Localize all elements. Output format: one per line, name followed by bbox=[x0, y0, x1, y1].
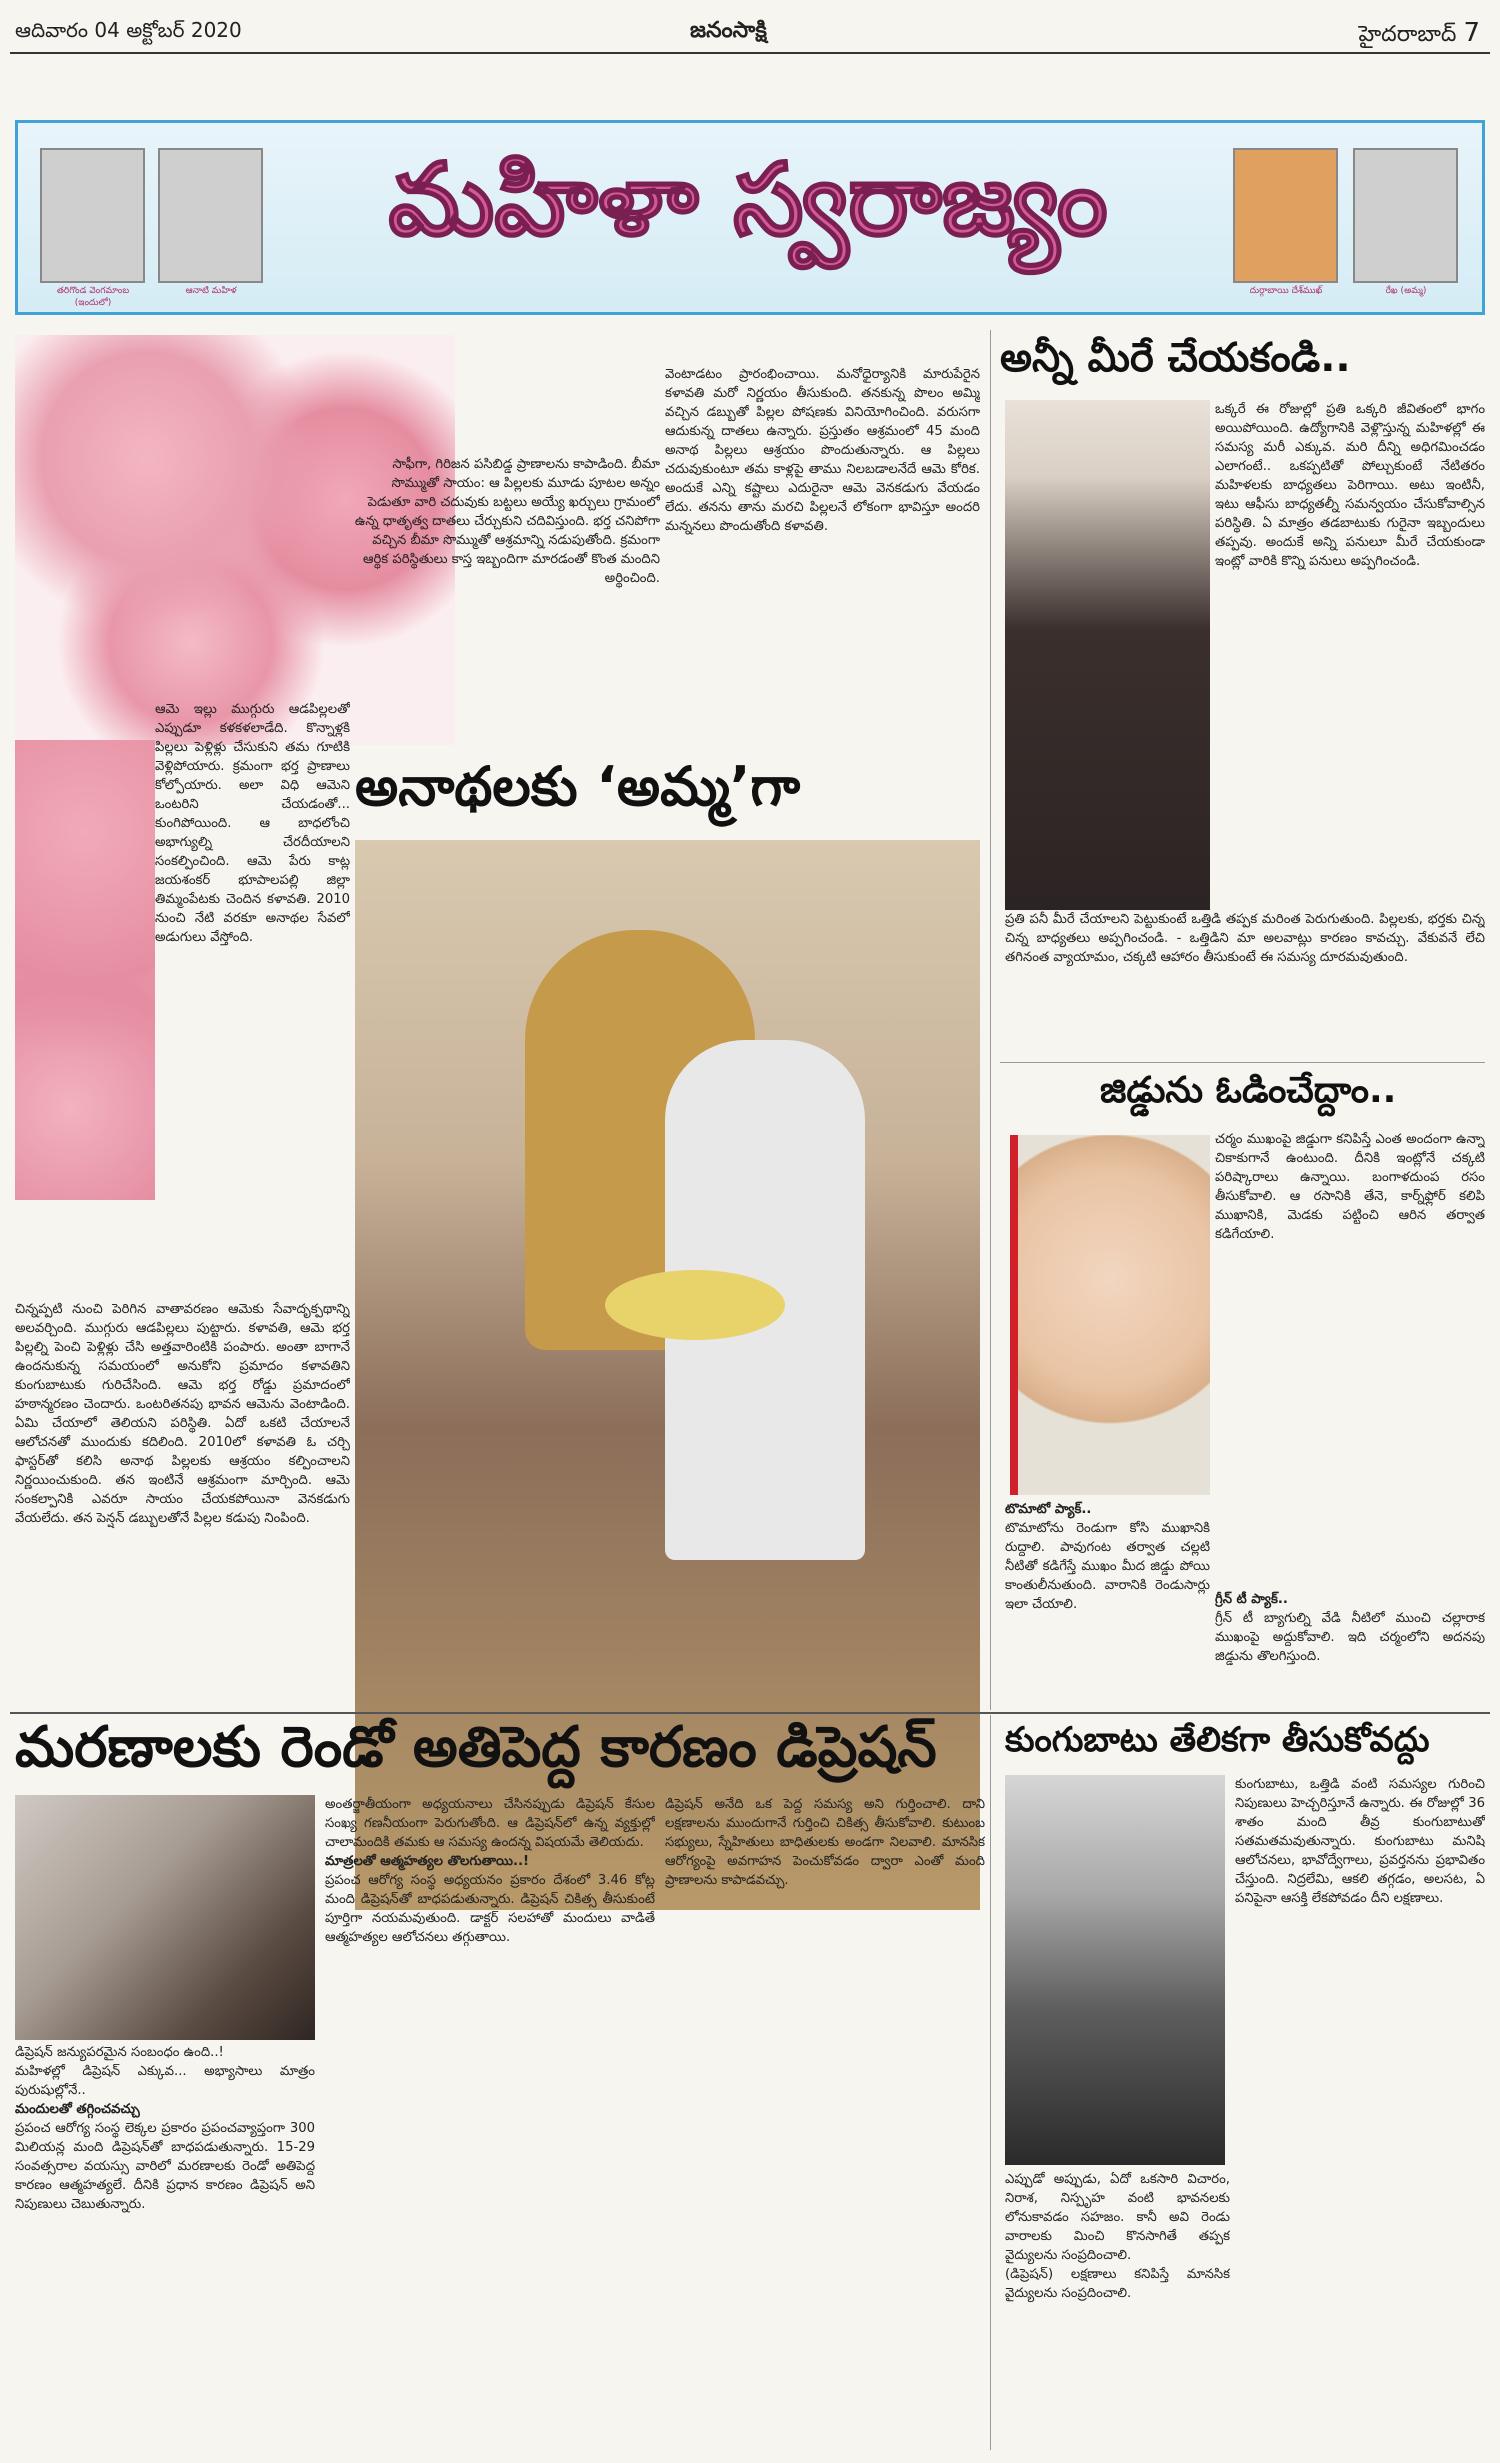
story3-text-3 bbox=[1215, 1590, 1485, 1710]
portrait-caption: తరిగొండ వెంగమాంబ (ఇందులో) bbox=[56, 286, 130, 308]
story4-column-1 bbox=[15, 2043, 315, 2443]
story5-text-1: కుంగుబాటు, ఒత్తిడి వంటి సమస్యల గురించి నిపుణులు హెచ్చరిస్తూనే ఉన్నారు. ఈ రోజుల్లో 36 శాతం మంది తీవ్ర కుంగుబాటుతో సతమతమవుతున్నారు. కుంగుబాటు మనిషి ఆలోచనలు, భావోద్వేగాలు, ప్రవర్తనను ప్రభావితం చేస్తుంది. నిద్రలేమి, ఆకలి తగ్గడం, అలసట, ఏ పనిపైనా ఆసక్తి లేకపోవడం దీని లక్షణాలు. bbox=[1235, 1777, 1485, 1906]
portrait-4 bbox=[1353, 148, 1458, 283]
story1-column-1: ఆమె ఇల్లు ముగ్గురు ఆడపిల్లలతో ఎప్పుడూ కళకళలాడేది. కొన్నాళ్లకి పిల్లలు పెళ్లిళ్లు చేసుకుని తమ గూటికి వెళ్లిపోయారు. క్రమంగా భర్త ప్రాణాలు కోల్పోయారు. అలా విధి ఆమెని ఒంటరిని చేయడంతో... కుంగిపోయింది. ఆ బాధలోంచి అభాగ్యుల్ని చేరదీయాలని సంకల్పించింది. ఆమె పేరు కాట్ల జయశంకర్ భూపాలపల్లి జిల్లా తిమ్మంపేటకు చెందిన కళావతి. 2010 నుంచి నేటి వరకూ అనాథల సేవలో అడుగులు వేస్తోంది. bbox=[155, 702, 350, 945]
city: హైదరాబాద్ bbox=[1358, 22, 1457, 47]
portrait-caption: ఆనాటి మహిళ bbox=[185, 286, 237, 296]
story4-paragraph: అంతర్జాతీయంగా అధ్యయనాలు చేసినప్పుడు డిప్రెషన్ కేసుల సంఖ్య గణనీయంగా పెరుగుతోంది. ఆ డిప్రెషన్‌లో ఉన్న వ్యక్తుల్లో చాలామందికి తమకు ఆ సమస్య ఉందన్న విషయమే తెలియదు. bbox=[325, 1797, 655, 1850]
story4-photo bbox=[15, 1795, 315, 2040]
story1-column-1b: చిన్నప్పటి నుంచి పెరిగిన వాతావరణం ఆమెకు సేవాదృక్పథాన్ని అలవర్చింది. ముగ్గురు ఆడపిల్లలు పుట్టారు. కళావతి, ఆమె భర్త పిల్లల్ని పెంచి పెళ్లిళ్లు చేసి అత్తవారింటికి పంపారు. అంతా బాగానే ఉందనుకున్న సమయంలో అనుకోని ప్రమాదం కళావతిని కుంగుబాటుకు గురిచేసింది. ఆమె భర్త రోడ్డు ప్రమాదంలో హఠాన్మరణం చెందారు. ఒంటరితనపు భావన ఆమెను వెంటాడింది. ఏమి చేయాలో తెలియని పరిస్థితి. ఏదో ఒకటి చేయాలనే ఆలోచనతో ముందుకు కదిలింది. 2010లో కళావతి ఓ చర్చి ఫాస్టర్‌తో కలిసి అనాథ పిల్లలకు ఆశ్రయం కల్పించాలని నిర్ణయించుకుంది. తన ఇంటినే ఆశ్రమంగా మార్చింది. ఆమె సంకల్పానికి ఎవరూ సాయం చేయకపోయినా వెనకడుగు వేయలేదు. తన పెన్షన్ డబ్బులతోనే పిల్లల కడుపు నింపింది. bbox=[15, 1302, 350, 1526]
banner-title: మహిళా స్వరాజ్యం bbox=[388, 141, 1108, 258]
section-rule bbox=[10, 1712, 1490, 1714]
story2-photo bbox=[1005, 400, 1210, 910]
issue-date: ఆదివారం 04 అక్టోబర్ 2020 bbox=[15, 18, 242, 42]
story2-text-2: ప్రతి పనీ మీరే చేయాలని పెట్టుకుంటే ఒత్తిడి తప్పక మరింత పెరుగుతుంది. పిల్లలకు, భర్తకు చిన్న చిన్న బాధ్యతలు అప్పగించండి. - ఒత్తిడిని మా అలవాట్లు కారణం కావచ్చు. వేకువనే లేచి తగినంత వ్యాయామం, చక్కటి ఆహారం తీసుకుంటే ఈ సమస్య దూరమవుతుంది. bbox=[1005, 912, 1485, 965]
roses-illustration-lower bbox=[15, 740, 155, 1200]
portrait-1 bbox=[40, 148, 145, 283]
header-rule bbox=[10, 52, 1490, 54]
story4-headline: మరణాలకు రెండో అతిపెద్ద కారణం డిప్రెషన్ bbox=[15, 1715, 937, 1780]
story4-paragraph: ప్రపంచ ఆరోగ్య సంస్థ లెక్కల ప్రకారం ప్రపంచవ్యాప్తంగా 300 మిలియన్ల మంది డిప్రెషన్‌తో బాధపడుతున్నారు. 15-29 సంవత్సరాల వయస్సు వారిలో మరణాలకు రెండో అతిపెద్ద కారణం ఆత్మహత్యలే. దీనికి ప్రధాన కారణం డిప్రెషన్ అని నిపుణులు చెబుతున్నారు. bbox=[15, 2121, 315, 2212]
story3-headline: జిడ్డును ఓడించేద్దాం.. bbox=[1100, 1070, 1397, 1111]
story5-photo bbox=[1005, 1775, 1225, 2165]
story2-text-1: ఒక్కరే ఈ రోజుల్లో ప్రతి ఒక్కరి జీవితంలో భాగం అయిపోయింది. ఉద్యోగానికి వెళ్లొస్తున్న మహిళల్లో ఈ సమస్య మరీ ఎక్కువ. మరి దీన్ని అధిగమించడం ఎలాగంటే.. ఒకప్పటితో పోల్చుకుంటే నేటితరం మహిళలకు బాధ్యతలు పెరిగాయి. అటు ఇంటినీ, ఇటు ఆఫీసు బాధ్యతల్నీ సమన్వయం చేసుకోవాల్సిన పరిస్థితి. ఏ మాత్రం తడబాటుకు గురైనా ఇబ్బందులు తప్పవు. అందుకే అన్ని పనులూ మీరే చేయకుండా ఇంట్లో వారికి కొన్ని పనులు అప్పగించండి. bbox=[1215, 402, 1485, 569]
accent-bar bbox=[1010, 1135, 1018, 1495]
story5-text-2 bbox=[1005, 2170, 1230, 2440]
newspaper-name: జనంసాక్షి bbox=[690, 18, 767, 43]
portrait-caption: దుర్గాబాయి దేశ్‌ముఖ్ bbox=[1249, 286, 1323, 296]
story3-subhead-1: టొమాటో ప్యాక్.. bbox=[1005, 1502, 1092, 1517]
photo-caption: డిప్రెషన్ జన్యుపరమైన సంబంధం ఉంది..! bbox=[15, 2045, 224, 2060]
story5-paragraph: ఎప్పుడో అప్పుడు, ఏదో ఒకసారి విచారం, నిరాశ, నిస్పృహ వంటి భావనలకు లోనుకావడం సహజం. కానీ అవి రెండు వారాలకు మించి కొనసాగితే తప్పక వైద్యులను సంప్రదించాలి. bbox=[1005, 2172, 1230, 2263]
story3-text-2 bbox=[1005, 1500, 1210, 1710]
section-banner bbox=[15, 120, 1485, 315]
story1-headline: అనాథలకు ‘అమ్మ’గా bbox=[355, 755, 801, 818]
photo-caption: (డిప్రెషన్) లక్షణాలు కనిపిస్తే మానసిక వైద్యులను సంప్రదించాలి. bbox=[1005, 2267, 1230, 2301]
story4-column-3: డిప్రెషన్ అనేది ఒక పెద్ద సమస్య అని గుర్తించాలి. దాని లక్షణాలను ముందుగానే గుర్తించి చికిత్స తీసుకోవాలి. కుటుంబ సభ్యులు, స్నేహితులు బాధితులకు అండగా నిలవాలి. మానసిక ఆరోగ్యంపై అవగాహన పెంచుకోవడం ద్వారా ఎంతో మంది ప్రాణాలను కాపాడవచ్చు. bbox=[665, 1797, 985, 1888]
column-divider bbox=[990, 330, 991, 1710]
story4-subhead-2: మాత్రలతో ఆత్మహత్యల తొలగుతాయి..! bbox=[325, 1854, 530, 1869]
story5-headline: కుంగుబాటు తేలికగా తీసుకోవద్దు bbox=[1005, 1720, 1430, 1760]
story3-text-1: చర్మం ముఖంపై జిడ్డుగా కనిపిస్తే ఎంత అందంగా ఉన్నా చికాకుగానే ఉంటుంది. దీనికి ఇంట్లోనే చక్కటి పరిష్కారాలు ఉన్నాయి. బంగాళదుంప రసం తీసుకోవాలి. ఆ రసానికి తేనె, కార్న్‌ఫ్లోర్ కలిపి ముఖానికి, మెడకు పట్టించి ఆరిన తర్వాత కడిగేయాలి. bbox=[1215, 1132, 1485, 1242]
column-divider bbox=[990, 1715, 991, 2450]
story1-column-3: వెంటాడటం ప్రారంభించాయి. మనోధైర్యానికి మారుపేరైన కళావతి మరో నిర్ణయం తీసుకుంది. తనకున్న పొలం అమ్మి వచ్చిన డబ్బుతో పిల్లల పోషణకు వినియోగించింది. వరుసగా ఆదుకున్న దాతలు ఉన్నారు. ప్రస్తుతం ఆశ్రమంలో 45 మంది అనాథ పిల్లలు ఆశ్రయం పొందుతున్నారు. ఆ పిల్లలు చదువుకుంటూ తమ కాళ్లపై తాము నిలబడాలనేదే ఆమె కోరిక. అందుకే ఎన్ని కష్టాలు ఎదురైనా ఆమె వెనకడుగు వేయడం లేదు. తనను తాను మరచి పిల్లలనే లోకంగా భావిస్తూ అందరి మన్ననలు పొందుతోంది కళావతి. bbox=[665, 367, 980, 534]
story1-column-2: సాఫీగా, గిరిజన పసిబిడ్డ ప్రాణాలను కాపాడింది. బీమా సొమ్ముతో సాయం: ఆ పిల్లలకు మూడు పూటల అన్నం పెడుతూ వారి చదువుకు బట్టలు అయ్యే ఖర్చులు గ్రామంలో ఉన్న ధాతృత్వ దాతలు చేర్చుకుని చదివిస్తుంది. భర్త చనిపోగా వచ్చిన బీమా సొమ్ముతో ఆశ్రమాన్ని నడుపుతోంది. క్రమంగా ఆర్థిక పరిస్థితులు కాస్త ఇబ్బందిగా మారడంతో కొంత మందిని అర్థించింది. bbox=[354, 457, 660, 586]
story4-paragraph: ప్రపంచ ఆరోగ్య సంస్థ అధ్యయనం ప్రకారం దేశంలో 3.46 కోట్ల మంది డిప్రెషన్‌తో బాధపడుతున్నారు. డిప్రెషన్ చికిత్స తీసుకుంటే పూర్తిగా నయమవుతుంది. డాక్టర్ సలహాతో మందులు వాడితే ఆత్మహత్యల ఆలోచనలు తగ్గుతాయి. bbox=[325, 1873, 655, 1945]
divider bbox=[1000, 1062, 1485, 1063]
portrait-2 bbox=[158, 148, 263, 283]
story3-photo bbox=[1010, 1135, 1210, 1495]
story3-paragraph: గ్రీన్ టీ బ్యాగుల్ని వేడి నీటిలో ముంచి చల్లారాక ముఖంపై అద్దుకోవాలి. ఇది చర్మంలోని అదనపు జిడ్డును తొలగిస్తుంది. bbox=[1215, 1611, 1485, 1664]
portrait-3 bbox=[1233, 148, 1338, 283]
story3-subhead-2: గ్రీన్ టీ ప్యాక్.. bbox=[1215, 1592, 1288, 1607]
page-number: 7 bbox=[1463, 18, 1480, 48]
story3-paragraph: టొమాటోను రెండుగా కోసి ముఖానికి రుద్దాలి. పావుగంట తర్వాత చల్లటి నీటితో కడిగేస్తే ముఖం మీద జిడ్డు పోయి కాంతులీనుతుంది. వారానికి రెండుసార్లు ఇలా చేయాలి. bbox=[1005, 1521, 1210, 1612]
story4-intro: మహిళల్లో డిప్రెషన్ ఎక్కువ... అభ్యాసాలు మాత్రం పురుషుల్లోనే.. bbox=[15, 2064, 315, 2098]
page-location bbox=[1358, 18, 1480, 52]
story4-subhead-1: మందులతో తగ్గించవచ్చు bbox=[15, 2102, 140, 2117]
food-plate bbox=[605, 1270, 785, 1340]
portrait-caption: రేఖ (అమ్మ) bbox=[1385, 286, 1427, 296]
story2-headline: అన్నీ మీరే చేయకండి.. bbox=[1000, 335, 1351, 381]
story4-column-2 bbox=[325, 1795, 655, 2445]
